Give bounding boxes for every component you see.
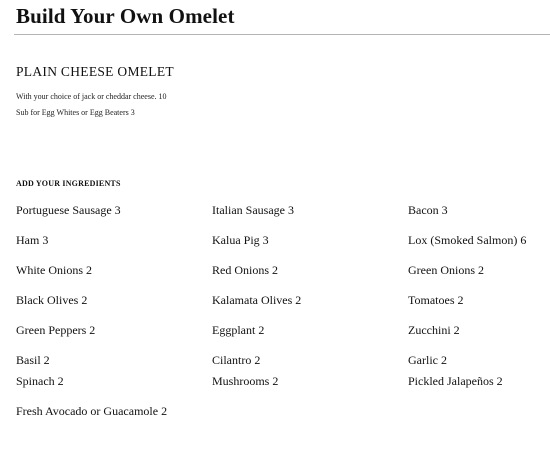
ingredient-item: Cilantro 2 (212, 353, 261, 367)
ingredient-item: Mushrooms 2 (212, 374, 279, 388)
title-divider (14, 34, 550, 35)
ingredient-item: Basil 2 (16, 353, 50, 367)
ingredient-item: Ham 3 (16, 233, 49, 247)
ingredient-item: Bacon 3 (408, 203, 448, 217)
ingredient-item: Black Olives 2 (16, 293, 88, 307)
ingredient-item: Zucchini 2 (408, 323, 460, 337)
ingredient-item: Kalua Pig 3 (212, 233, 269, 247)
ingredient-item: Portuguese Sausage 3 (16, 203, 121, 217)
ingredient-item: Eggplant 2 (212, 323, 265, 337)
page-title: Build Your Own Omelet (16, 4, 235, 28)
ingredient-item: Fresh Avocado or Guacamole 2 (16, 404, 168, 418)
ingredient-item: White Onions 2 (16, 263, 92, 277)
ingredient-item: Green Peppers 2 (16, 323, 96, 337)
ingredient-item: Kalamata Olives 2 (212, 293, 302, 307)
ingredient-item: Tomatoes 2 (408, 293, 464, 307)
menu-item-name: PLAIN CHEESE OMELET (16, 64, 174, 79)
menu-item-substitution: Sub for Egg Whites or Egg Beaters 3 (16, 108, 135, 117)
ingredient-item: Garlic 2 (408, 353, 447, 367)
ingredient-item: Lox (Smoked Salmon) 6 (408, 233, 527, 247)
ingredient-item: Red Onions 2 (212, 263, 278, 277)
menu-item-description: With your choice of jack or cheddar cheese. 10 (16, 92, 167, 101)
ingredients-heading: ADD YOUR INGREDIENTS (16, 179, 121, 188)
ingredient-item: Green Onions 2 (408, 263, 484, 277)
ingredient-item: Pickled Jalapeños 2 (408, 374, 503, 388)
ingredient-item: Spinach 2 (16, 374, 64, 388)
ingredient-item: Italian Sausage 3 (212, 203, 294, 217)
